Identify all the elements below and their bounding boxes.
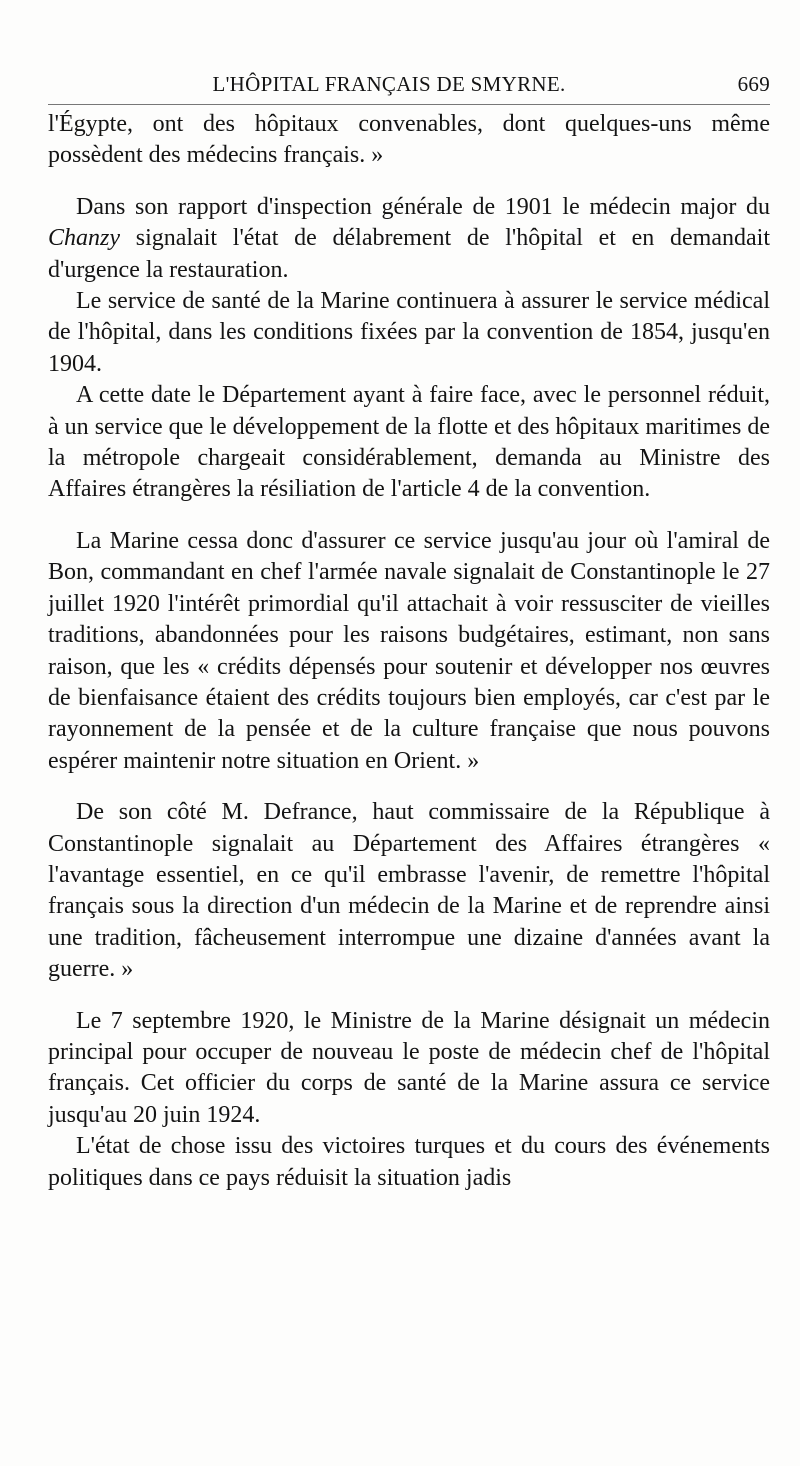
paragraph-inspection-report-end: signalait l'état de délabrement de l'hôpital et en demandait d'urgence la restauration. xyxy=(48,225,770,283)
paragraph-admiral-de-bon: La Marine cessa donc d'assurer ce service jusqu'au jour où l'amiral de Bon, commandant en chef l'armée navale signalait de Constantinople le 27 juillet 1920 l'intérêt primordial qu'il attachait à voir ressusciter de vieilles traditions, abandonnées pour les raisons budgétaires, estimant, non sans raison, que les « crédits dépensés pour soutenir et développer nos œuvres de bienfaisance étaient des crédits toujours bien employés, car c'est par le rayonnement de la pensée et de la culture française que nous pouvons espérer maintenir notre situation en Orient. » xyxy=(48,527,770,774)
ship-name-chanzy: Chanzy xyxy=(48,225,120,252)
running-title: L'HÔPITAL FRANÇAIS DE SMYRNE. xyxy=(212,72,566,96)
paragraph-inspection-report xyxy=(48,192,770,286)
paragraph-department-1904: A cette date le Département ayant à faire face, avec le personnel réduit, à un service que le développement de la flotte et des hôpitaux maritimes de la métropole chargeait considérablement, demanda au Ministre des Affaires étrangères la résiliation de l'article 4 de la convention. xyxy=(48,382,770,503)
paragraph-september-1920: Le 7 septembre 1920, le Ministre de la Marine désignait un médecin principal pour occuper de nouveau le poste de médecin chef de l'hôpital français. Cet officier du corps de santé de la Marine assura ce service jusqu'au 20 juin 1924. xyxy=(48,1007,770,1128)
paragraph-turkish-victories: L'état de chose issu des victoires turques et du cours des événements politiques dans ce pays réduisit la situation jadis xyxy=(48,1133,770,1191)
paragraph-navy-service: Le service de santé de la Marine continuera à assurer le service médical de l'hôpital, dans les conditions fixées par la convention de 1854, jusqu'en 1904. xyxy=(48,288,770,377)
header-rule xyxy=(48,104,770,105)
paragraph-inspection-report-start: Dans son rapport d'inspection générale de 1901 le médecin major du xyxy=(76,193,770,220)
body-text xyxy=(48,109,770,1194)
page-header xyxy=(48,72,770,102)
page-number: 669 xyxy=(737,72,770,96)
paragraph-defrance: De son côté M. Defrance, haut commissaire de la République à Constantinople signalait au Département des Affaires étrangères « l'avantage essentiel, en ce qu'il embrasse l'avenir, de remettre l'hôpital français sous la direction d'un médecin de la Marine et de reprendre ainsi une tradition, fâcheusement interrompue une dizaine d'années avant la guerre. » xyxy=(48,799,770,983)
paragraph-continuation: l'Égypte, ont des hôpitaux convenables, dont quelques-uns même possèdent des médecins français. » xyxy=(48,111,770,169)
